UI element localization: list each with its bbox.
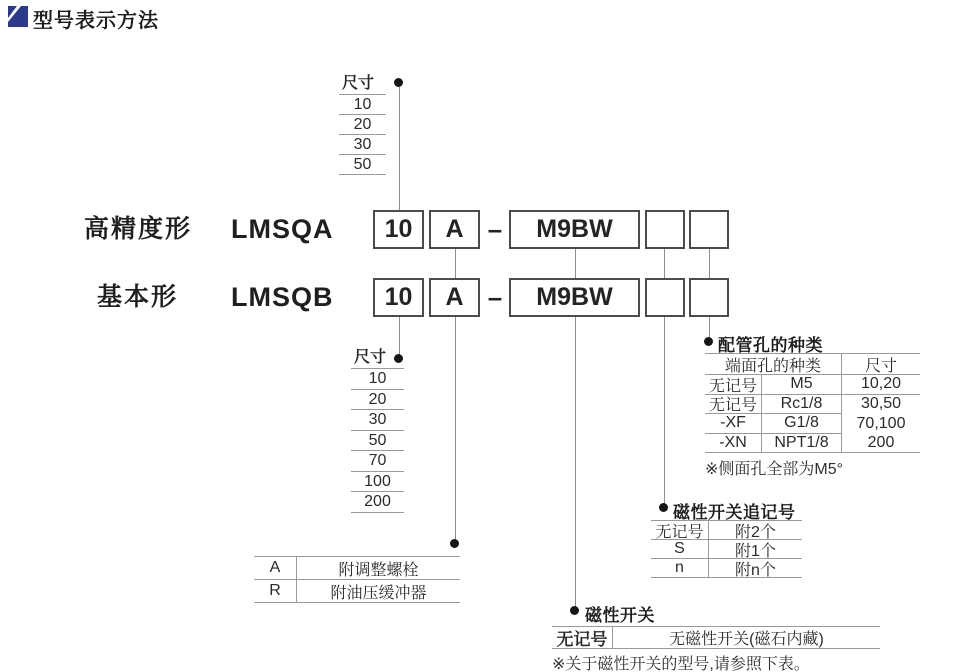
size-table-bottom-header: 尺寸 bbox=[351, 347, 404, 369]
switch-box-row1: M9BW bbox=[509, 210, 640, 249]
size-value: 10 bbox=[339, 95, 386, 115]
switch-title: 磁性开关 bbox=[585, 606, 655, 625]
connector-size-top bbox=[399, 87, 400, 210]
option-table bbox=[254, 556, 460, 603]
piping-size: 30,50 bbox=[860, 395, 902, 413]
suffix-desc: 附2个 bbox=[709, 521, 802, 540]
size-value: 20 bbox=[351, 390, 404, 411]
connector-piping-between bbox=[709, 249, 710, 278]
connector-suffix-between bbox=[664, 249, 665, 278]
size-value: 50 bbox=[339, 155, 386, 175]
connector-switch-between bbox=[575, 249, 576, 278]
piping-thread: Rc1/8 bbox=[762, 395, 842, 415]
switch-note: ※关于磁性开关的型号,请参照下表。 bbox=[552, 656, 810, 672]
piping-code: -XN bbox=[705, 434, 762, 454]
switch-desc: 无磁性开关(磁石内藏) bbox=[613, 627, 880, 649]
switch-box-row2: M9BW bbox=[509, 278, 640, 317]
option-desc: 附油压缓冲器 bbox=[297, 580, 460, 603]
switch-code: 无记号 bbox=[552, 627, 613, 649]
option-box-row2: A bbox=[429, 278, 480, 317]
junction-dot-piping bbox=[704, 337, 713, 346]
size-table-top-header: 尺寸 bbox=[339, 73, 386, 95]
suffix-code: 无记号 bbox=[651, 521, 709, 540]
piping-size: 70,100 bbox=[856, 414, 906, 432]
size-value: 50 bbox=[351, 431, 404, 452]
switch-suffix-table bbox=[651, 520, 802, 578]
size-value: 30 bbox=[351, 410, 404, 431]
suffix-desc: 附1个 bbox=[709, 540, 802, 559]
type-label-basic: 基本形 bbox=[97, 283, 179, 311]
piping-size: 200 bbox=[842, 434, 920, 454]
connector-switch-down bbox=[575, 317, 576, 607]
blank-box-piping-row1 bbox=[689, 210, 729, 249]
option-box-row1: A bbox=[429, 210, 480, 249]
junction-dot-suffix bbox=[659, 503, 668, 512]
suffix-desc: 附n个 bbox=[709, 559, 802, 578]
size-box-row1: 10 bbox=[373, 210, 424, 249]
connector-option-between bbox=[455, 249, 456, 278]
size-value: 200 bbox=[351, 492, 404, 513]
connector-piping-down bbox=[709, 317, 710, 338]
type-label-high-precision: 高精度形 bbox=[84, 215, 193, 243]
size-table-top bbox=[339, 73, 386, 175]
blank-box-piping-row2 bbox=[689, 278, 729, 317]
option-desc: 附调整螺栓 bbox=[297, 557, 460, 580]
section-marker-icon bbox=[8, 6, 28, 27]
size-value: 20 bbox=[339, 115, 386, 135]
piping-table bbox=[705, 353, 920, 453]
piping-header-group: 端面孔的种类 bbox=[705, 354, 842, 375]
series-code-lmsqa: LMSQA bbox=[231, 214, 334, 244]
dash-row2: – bbox=[487, 282, 503, 312]
switch-table bbox=[552, 626, 880, 649]
piping-header-size: 尺寸 bbox=[842, 354, 920, 375]
size-box-row2: 10 bbox=[373, 278, 424, 317]
piping-thread: M5 bbox=[762, 375, 842, 395]
piping-code: 无记号 bbox=[705, 395, 762, 415]
junction-dot-size-top bbox=[394, 78, 403, 87]
dash-row1: – bbox=[487, 214, 503, 244]
blank-box-suffix-row2 bbox=[645, 278, 685, 317]
size-value: 70 bbox=[351, 451, 404, 472]
switch-suffix-title: 磁性开关追记号 bbox=[673, 503, 796, 522]
junction-dot-switch bbox=[570, 606, 579, 615]
series-code-lmsqb: LMSQB bbox=[231, 282, 334, 312]
piping-thread: NPT1/8 bbox=[762, 434, 842, 454]
option-code: A bbox=[254, 557, 297, 580]
suffix-code: n bbox=[651, 559, 709, 578]
piping-code: -XF bbox=[705, 414, 762, 434]
piping-thread: G1/8 bbox=[762, 414, 842, 434]
connector-suffix-down bbox=[664, 317, 665, 504]
page-title: 型号表示方法 bbox=[33, 10, 159, 32]
piping-table-title: 配管孔的种类 bbox=[718, 336, 823, 355]
size-table-bottom bbox=[351, 347, 404, 513]
piping-size: 10,20 bbox=[842, 375, 920, 395]
size-value: 10 bbox=[351, 369, 404, 390]
connector-option-down bbox=[455, 317, 456, 540]
option-code: R bbox=[254, 580, 297, 603]
piping-note: ※侧面孔全部为M5° bbox=[705, 461, 844, 478]
piping-code: 无记号 bbox=[705, 375, 762, 395]
suffix-code: S bbox=[651, 540, 709, 559]
size-value: 30 bbox=[339, 135, 386, 155]
junction-dot-option bbox=[450, 539, 459, 548]
size-value: 100 bbox=[351, 472, 404, 493]
blank-box-suffix-row1 bbox=[645, 210, 685, 249]
